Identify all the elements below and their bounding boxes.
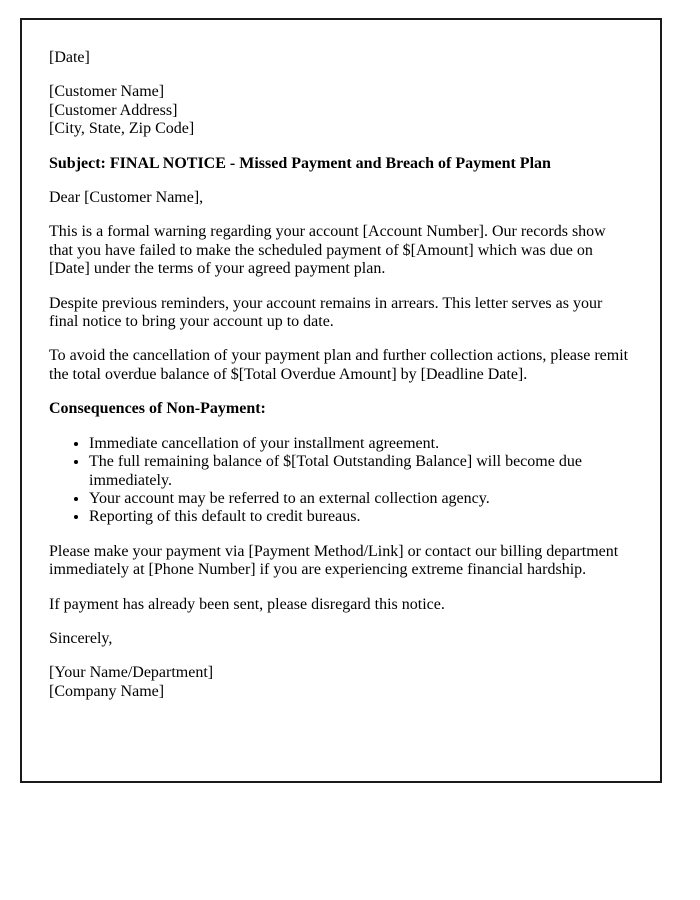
signature-line-company: [Company Name] <box>49 682 165 700</box>
signature-line-name: [Your Name/Department] <box>49 664 214 682</box>
closing-paragraph-payment-method: Please make your payment via [Payment Method/Link] or contact our billing department immediately at [Phone Number] if you are experiencing extreme financial hardship. <box>49 542 619 579</box>
signature-block <box>49 664 633 701</box>
subject-line: Subject: FINAL NOTICE - Missed Payment and Breach of Payment Plan <box>49 154 551 172</box>
consequence-item-cancellation: • Immediate cancellation of your installment agreement. <box>89 435 633 453</box>
date-placeholder: [Date] <box>49 49 90 66</box>
recipient-name: [Customer Name] <box>49 83 165 101</box>
signoff: Sincerely, <box>49 629 113 647</box>
body-paragraph-warning: This is a formal warning regarding your account [Account Number]. Our records show that you have failed to make the scheduled payment of $[Amount] which was due on [Date] under the terms of your agreed payment plan. <box>49 223 606 278</box>
consequences-list <box>49 435 633 527</box>
letter-document <box>20 18 662 783</box>
recipient-city-state-zip: [City, State, Zip Code] <box>49 120 195 138</box>
recipient-address: [Customer Address] <box>49 101 178 119</box>
consequence-item-collection-agency: • Your account may be referred to an external collection agency. <box>89 490 633 508</box>
recipient-block <box>49 83 633 138</box>
consequence-item-credit-bureaus: • Reporting of this default to credit bureaus. <box>89 508 633 526</box>
signature-name-department <box>49 664 633 701</box>
consequence-item-full-balance: • The full remaining balance of $[Total Outstanding Balance] will become due immediately. <box>89 453 633 490</box>
salutation: Dear [Customer Name], <box>49 189 204 207</box>
consequences-heading: Consequences of Non-Payment: <box>49 400 266 418</box>
closing-paragraph-disregard: If payment has already been sent, please disregard this notice. <box>49 595 445 613</box>
body-paragraph-remit: To avoid the cancellation of your payment plan and further collection actions, please remit the total overdue balance of $[Total Overdue Amount] by [Deadline Date]. <box>49 347 629 383</box>
body-paragraph-arrears: Despite previous reminders, your account remains in arrears. This letter serves as your final notice to bring your account up to date. <box>49 294 603 331</box>
